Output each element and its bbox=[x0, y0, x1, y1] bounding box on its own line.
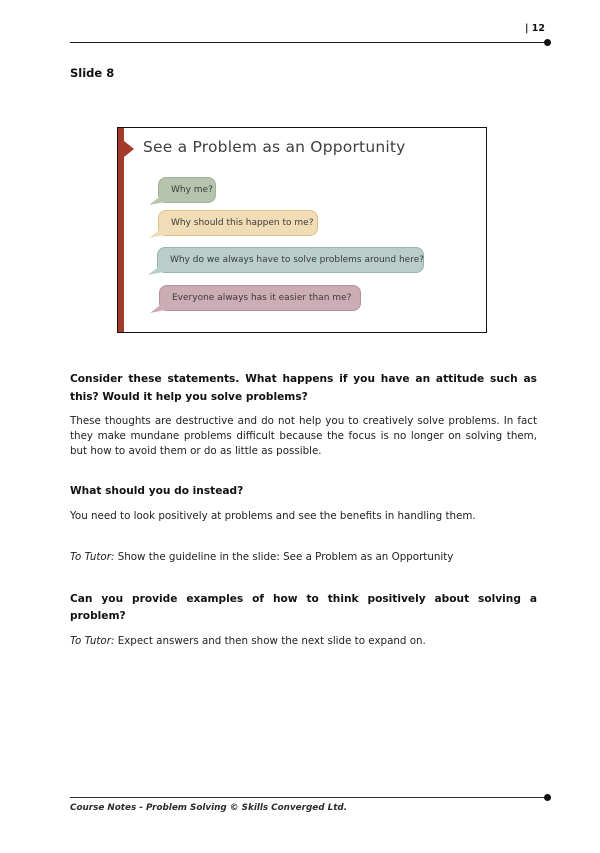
tutor-note bbox=[70, 634, 537, 649]
speech-bubble bbox=[159, 285, 361, 311]
bubble-tail bbox=[149, 192, 164, 205]
tutor-prefix: To Tutor: bbox=[70, 634, 115, 647]
question-paragraph: Can you provide examples of how to think positively about solving a problem? bbox=[70, 592, 537, 622]
speech-bubble bbox=[157, 247, 424, 273]
bubble-text: Why should this happen to me? bbox=[171, 218, 314, 228]
speech-bubble bbox=[158, 177, 216, 203]
slide-heading: Slide 8 bbox=[70, 66, 115, 80]
slide-title: See a Problem as an Opportunity bbox=[143, 138, 406, 156]
tutor-text: Show the guideline in the slide: See a Problem as an Opportunity bbox=[114, 550, 454, 563]
question-paragraph: What should you do instead? bbox=[70, 485, 244, 497]
slide-accent-arrow-icon bbox=[124, 141, 134, 157]
page-number: | 12 bbox=[525, 23, 545, 34]
slide-image bbox=[117, 127, 487, 333]
bubble-tail bbox=[148, 262, 163, 275]
slide-accent-bar bbox=[118, 128, 124, 332]
body-paragraph: These thoughts are destructive and do not help you to creatively solve problems. In fact they make mundane problems difficult because the focus is no longer on solving them, but how to avoid them or do as little as possible. bbox=[70, 415, 537, 457]
bubble-tail bbox=[150, 300, 165, 313]
body-text bbox=[70, 371, 537, 657]
bubble-text: Everyone always has it easier than me? bbox=[172, 293, 352, 303]
header-rule bbox=[70, 42, 549, 43]
footer-text: Course Notes - Problem Solving © Skills Converged Ltd. bbox=[70, 803, 348, 813]
speech-bubble bbox=[158, 210, 318, 236]
tutor-text: Expect answers and then show the next slide to expand on. bbox=[114, 634, 426, 647]
body-paragraph: You need to look positively at problems and see the benefits in handling them. bbox=[70, 509, 476, 522]
bubble-tail bbox=[149, 225, 164, 238]
question-paragraph: Consider these statements. What happens if you have an attitude such as this? Would it help you solve problems? bbox=[70, 373, 537, 403]
rule-end-dot bbox=[544, 794, 551, 801]
bubble-text: Why me? bbox=[171, 185, 213, 195]
footer-rule bbox=[70, 797, 549, 798]
tutor-note bbox=[70, 550, 537, 565]
tutor-prefix: To Tutor: bbox=[70, 550, 115, 563]
bubble-text: Why do we always have to solve problems around here? bbox=[170, 255, 425, 265]
rule-end-dot bbox=[544, 39, 551, 46]
